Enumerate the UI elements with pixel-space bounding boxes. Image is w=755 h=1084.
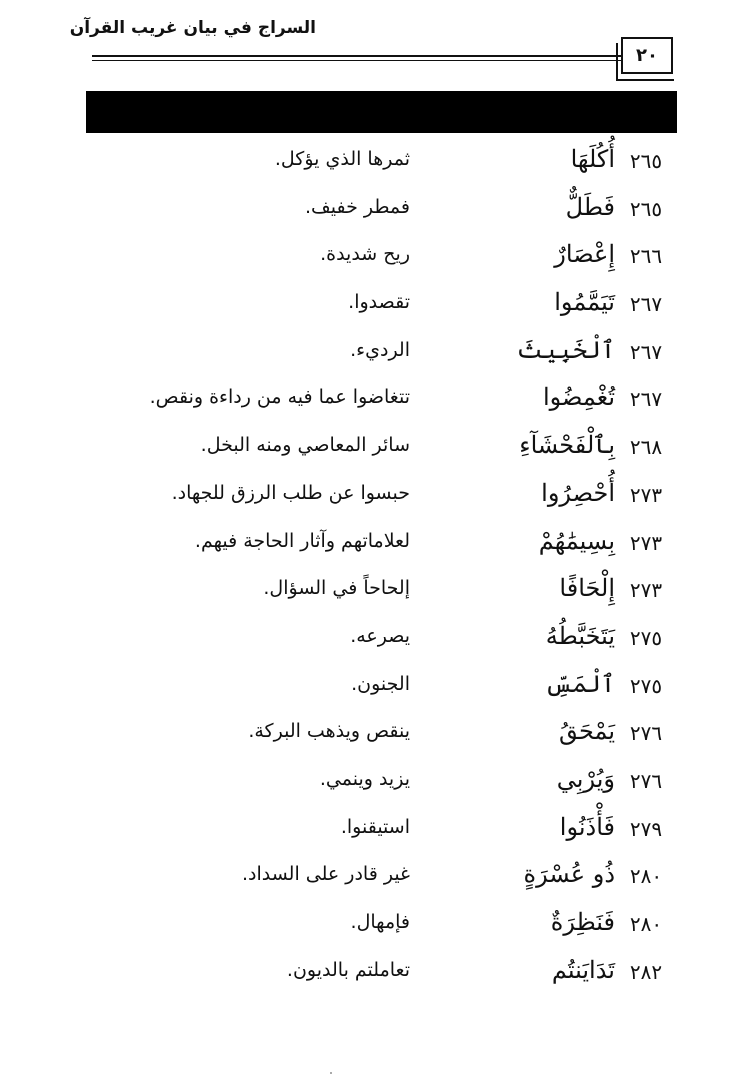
glossary-entry	[0, 570, 755, 618]
glossary-entry	[0, 427, 755, 475]
word-meaning: تعاملتم بالديون.	[286, 958, 410, 981]
verse-number: ٢٧٣	[629, 578, 663, 603]
glossary-entry	[0, 475, 755, 523]
word-meaning: غير قادر على السداد.	[241, 863, 410, 886]
glossary-entry	[0, 713, 755, 761]
quran-word: بِسِيمَٰهُمْ	[538, 526, 615, 555]
verse-number: ٢٦٥	[629, 196, 663, 221]
verse-number: ٢٦٧	[629, 339, 663, 364]
glossary-list	[0, 141, 755, 999]
quran-word: تُغْمِضُوا	[542, 383, 615, 412]
quran-word: تَدَايَنتُم	[551, 955, 615, 984]
quran-word: يَمْحَقُ	[558, 717, 615, 746]
glossary-entry	[0, 809, 755, 857]
word-meaning: فإمهال.	[350, 911, 410, 933]
quran-word: ٱلْمَسِّ	[544, 669, 615, 698]
word-meaning: ثمرها الذي يؤكل.	[274, 148, 410, 170]
verse-number: ٢٧٦	[629, 721, 663, 746]
word-meaning: ريح شديدة.	[320, 243, 410, 266]
word-meaning: ينقص ويذهب البركة.	[248, 720, 410, 743]
quran-word: إِلْحَافًا	[559, 574, 615, 603]
glossary-entry	[0, 523, 755, 571]
verse-number: ٢٧٥	[629, 673, 663, 698]
quran-word: تَيَمَّمُوا	[554, 288, 615, 317]
quran-word: بِٱلْفَحْشَآءِ	[519, 431, 615, 460]
glossary-entry	[0, 761, 755, 809]
quran-word: ٱلْخَبِيثَ	[516, 335, 615, 364]
glossary-entry	[0, 379, 755, 427]
book-title: السراج في بيان غريب القرآن	[69, 18, 316, 38]
verse-number: ٢٧٣	[629, 530, 663, 555]
word-meaning: إلحاحاً في السؤال.	[263, 577, 410, 600]
verse-number: ٢٧٣	[629, 482, 663, 507]
verse-number: ٢٧٥	[629, 625, 663, 650]
glossary-entry	[0, 618, 755, 666]
word-meaning: تقصدوا.	[348, 291, 410, 314]
page-number: ٢٠	[621, 37, 673, 74]
quran-word: وَيُرْبِي	[556, 764, 615, 793]
verse-number: ٢٧٦	[629, 768, 663, 793]
quran-word: فَطَلٌّ	[565, 192, 615, 221]
word-meaning: تتغاضوا عما فيه من رداءة ونقص.	[149, 386, 410, 409]
quran-word: فَنَظِرَةٌ	[550, 908, 615, 936]
quran-word: إِعْصَارٌ	[554, 240, 615, 269]
word-meaning: الجنون.	[351, 672, 410, 695]
quran-word: فَأْذَنُوا	[559, 812, 615, 841]
glossary-entry	[0, 904, 755, 952]
quran-word: ذُو عُسْرَةٍ	[523, 860, 615, 889]
word-meaning: سائر المعاصي ومنه البخل.	[200, 434, 410, 457]
glossary-entry	[0, 856, 755, 904]
quran-word: أُكُلَهَا	[570, 145, 615, 173]
word-meaning: لعلاماتهم وآثار الحاجة فيهم.	[194, 529, 410, 552]
verse-number: ٢٦٦	[629, 244, 663, 269]
header-rule	[92, 55, 622, 61]
footer-mark	[330, 1072, 332, 1074]
black-banner	[86, 91, 677, 133]
word-meaning: حبسوا عن طلب الرزق للجهاد.	[171, 481, 410, 504]
glossary-entry	[0, 141, 755, 189]
quran-word: يَتَخَبَّطُهُ	[545, 621, 615, 650]
word-meaning: يزيد وينمي.	[319, 767, 410, 790]
verse-number: ٢٨٠	[629, 864, 663, 889]
glossary-entry	[0, 952, 755, 1000]
glossary-entry	[0, 189, 755, 237]
verse-number: ٢٦٧	[629, 292, 663, 317]
glossary-entry	[0, 332, 755, 380]
word-meaning: فمطر خفيف.	[305, 195, 410, 218]
verse-number: ٢٨٠	[629, 912, 663, 936]
glossary-entry	[0, 236, 755, 284]
quran-word: أُحْصِرُوا	[541, 478, 615, 507]
verse-number: ٢٦٧	[629, 387, 663, 412]
verse-number: ٢٨٢	[629, 959, 663, 984]
word-meaning: يصرعه.	[350, 624, 410, 647]
word-meaning: استيقنوا.	[340, 815, 410, 838]
glossary-entry	[0, 284, 755, 332]
verse-number: ٢٦٥	[629, 149, 663, 173]
word-meaning: الرديء.	[350, 338, 410, 361]
verse-number: ٢٧٩	[629, 816, 663, 841]
glossary-entry	[0, 666, 755, 714]
verse-number: ٢٦٨	[629, 435, 663, 460]
